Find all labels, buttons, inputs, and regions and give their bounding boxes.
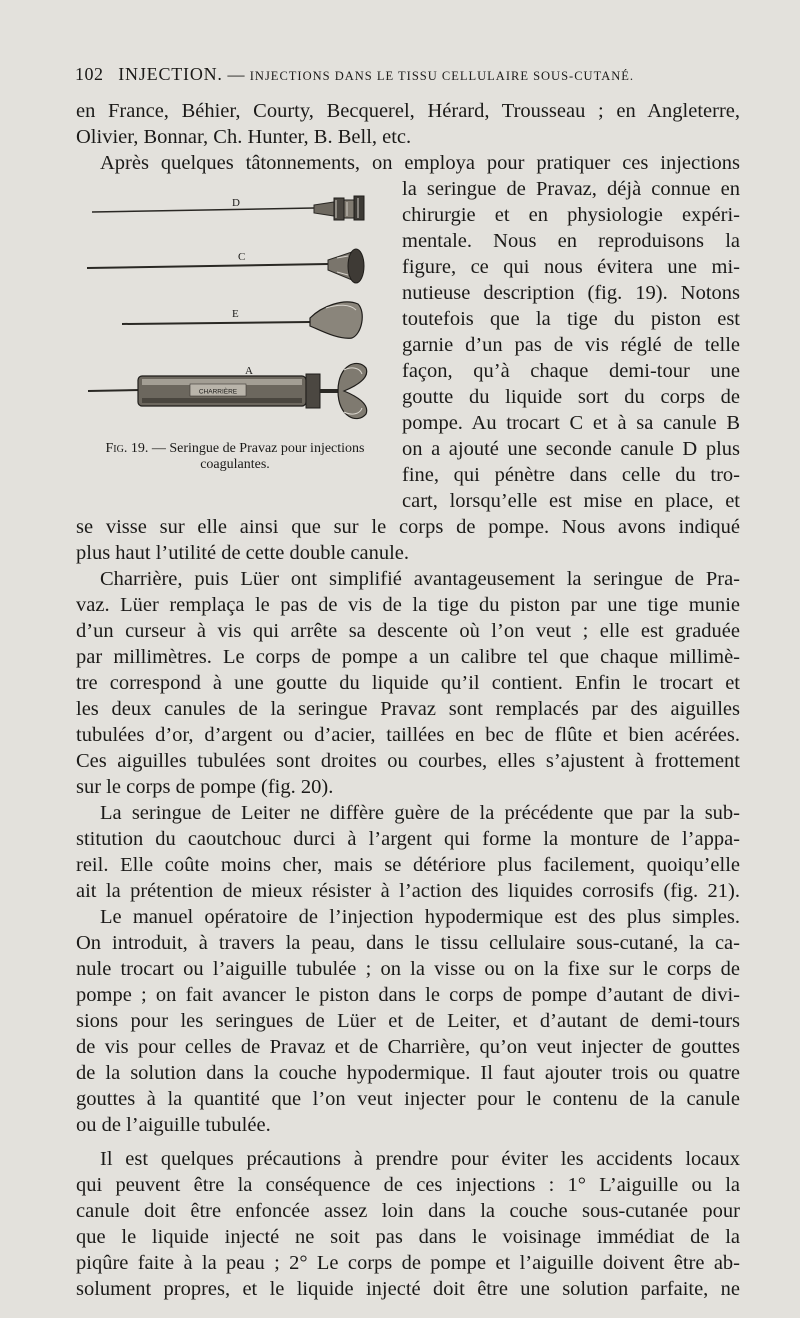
header-subtitle: INJECTIONS DANS LE TISSU CELLULAIRE SOUS-CUTANÉ. [249, 69, 635, 83]
page-number: 102 [75, 64, 104, 84]
figure-caption-text: — Seringue de Pravaz pour injections coagulantes. [151, 441, 365, 472]
figure-label-c: C [238, 251, 246, 263]
barrel-inscription: CHARRIÈRE [198, 388, 238, 396]
text-line: Olivier, Bonnar, Ch. Hunter, B. Bell, etc. [76, 126, 412, 148]
text-line: stitution du caoutchouc durci à l’argent qui forme la monture de l’appa- [76, 828, 740, 850]
text-line: La seringue de Leiter ne diffère guère de la précédente que par la sub- [100, 802, 740, 824]
text-line: qui peuvent être la conséquence de ces injections : 1° L’aiguille ou la [76, 1174, 740, 1196]
figure-number: Fig. 19. [105, 441, 149, 456]
text-line: toutefois que la tige du piston est [402, 308, 740, 330]
text-line: ou de l’aiguille tubulée. [76, 1114, 271, 1136]
text-line: piqûre faite à la peau ; 2° Le corps de pompe et l’aiguille doivent être ab- [76, 1252, 740, 1274]
figure-label-d: D [232, 197, 240, 209]
text-line: tre correspond à une goutte du liquide qu’il contient. Enfin le trocart et [76, 672, 740, 694]
syringe-a-illustration [88, 363, 367, 418]
text-line: pompe ; on fait avancer le piston dans le corps de pompe d’autant de divi- [76, 984, 740, 1006]
text-line: canule doit être enfoncée assez loin dans la couche sous-cutanée pour [76, 1200, 740, 1222]
cannula-e-illustration [122, 302, 362, 338]
text-line: vaz. Lüer remplaça le pas de vis de la tige du piston par une tige munie [76, 594, 740, 616]
cannula-d-illustration [92, 196, 364, 220]
text-line: de la solution dans la couche hypodermique. Il faut ajouter trois ou quatre [76, 1062, 740, 1084]
text-line: ait la prétention de mieux résister à l’action des liquides corrosifs (fig. 21). [76, 880, 740, 902]
text-line: Charrière, puis Lüer ont simplifié avantageusement la seringue de Pra- [100, 568, 740, 590]
text-line: Le manuel opératoire de l’injection hypodermique est des plus simples. [100, 906, 740, 928]
text-line: la seringue de Pravaz, déjà connue en [402, 178, 740, 200]
text-line: sur le corps de pompe (fig. 20). [76, 776, 334, 798]
text-line: chirurgie et en physiologie expéri- [402, 204, 740, 226]
text-line: d’un curseur à vis qui arrête sa descente où l’on veut ; elle est graduée [76, 620, 740, 642]
text-line: cart, lorsqu’elle est mise en place, et [402, 490, 740, 512]
text-line: fine, qui pénètre dans celle du tro- [402, 464, 740, 486]
text-line: Il est quelques précautions à prendre pour éviter les accidents locaux [100, 1148, 740, 1170]
text-line: nule trocart ou l’aiguille tubulée ; on la visse ou on la fixe sur le corps de [76, 958, 740, 980]
text-line: Ces aiguilles tubulées sont droites ou courbes, elles s’ajustent à frottement [76, 750, 740, 772]
text-line: façon, qu’à chaque demi-tour une [402, 360, 740, 382]
text-line: figure, ce qui nous évitera une mi- [402, 256, 740, 278]
text-line: en France, Béhier, Courty, Becquerel, Hérard, Trousseau ; en Angleterre, [76, 100, 740, 122]
text-line: sions pour les seringues de Lüer et de Leiter, et d’autant de demi-tours [76, 1010, 740, 1032]
text-line: les deux canules de la seringue Pravaz sont remplacés par des aiguilles [76, 698, 740, 720]
text-line: plus haut l’utilité de cette double canule. [76, 542, 410, 564]
figure-label-e: E [232, 308, 239, 320]
text-line: que le liquide injecté ne soit pas dans le voisinage immédiat de la [76, 1226, 740, 1248]
trocar-c-illustration [87, 249, 364, 283]
figure-label-a: A [245, 365, 253, 377]
running-header [75, 64, 740, 88]
header-separator: — [227, 65, 245, 84]
header-title: INJECTION. [118, 64, 223, 84]
text-line: se visse sur elle ainsi que sur le corps de pompe. Nous avons indiqué [76, 516, 740, 538]
text-line: tubulées d’or, d’argent ou d’acier, taillées en bec de flûte et bien acérées. [76, 724, 740, 746]
text-line: de vis pour celles de Pravaz et de Charrière, qu’on veut injecter de gouttes [76, 1036, 740, 1058]
text-line: reil. Elle coûte moins cher, mais se détériore plus facilement, quoiqu’elle [76, 854, 740, 876]
syringe-figure [82, 188, 382, 428]
text-line: pompe. Au trocart C et à sa canule B [402, 412, 740, 434]
text-line: On introduit, à travers la peau, dans le tissu cellulaire sous-cutané, la ca- [76, 932, 740, 954]
text-line: par millimètres. Le corps de pompe a un calibre tel que chaque millimè- [76, 646, 740, 668]
text-line: solument propres, et le liquide injecté doit être une solution parfaite, ne [76, 1278, 740, 1300]
text-line: gouttes à la quantité que l’on veut injecter pour le contenu de la canule [76, 1088, 740, 1110]
text-line: goutte du liquide sort du corps de [402, 386, 740, 408]
text-line: garnie d’un pas de vis réglé de telle [402, 334, 740, 356]
text-line: Après quelques tâtonnements, on employa pour pratiquer ces injections [100, 152, 740, 174]
text-line: mentale. Nous en reproduisons la [402, 230, 740, 252]
text-line: nutieuse description (fig. 19). Notons [402, 282, 740, 304]
text-line: on a ajouté une seconde canule D plus [402, 438, 740, 460]
figure-caption [100, 441, 370, 473]
